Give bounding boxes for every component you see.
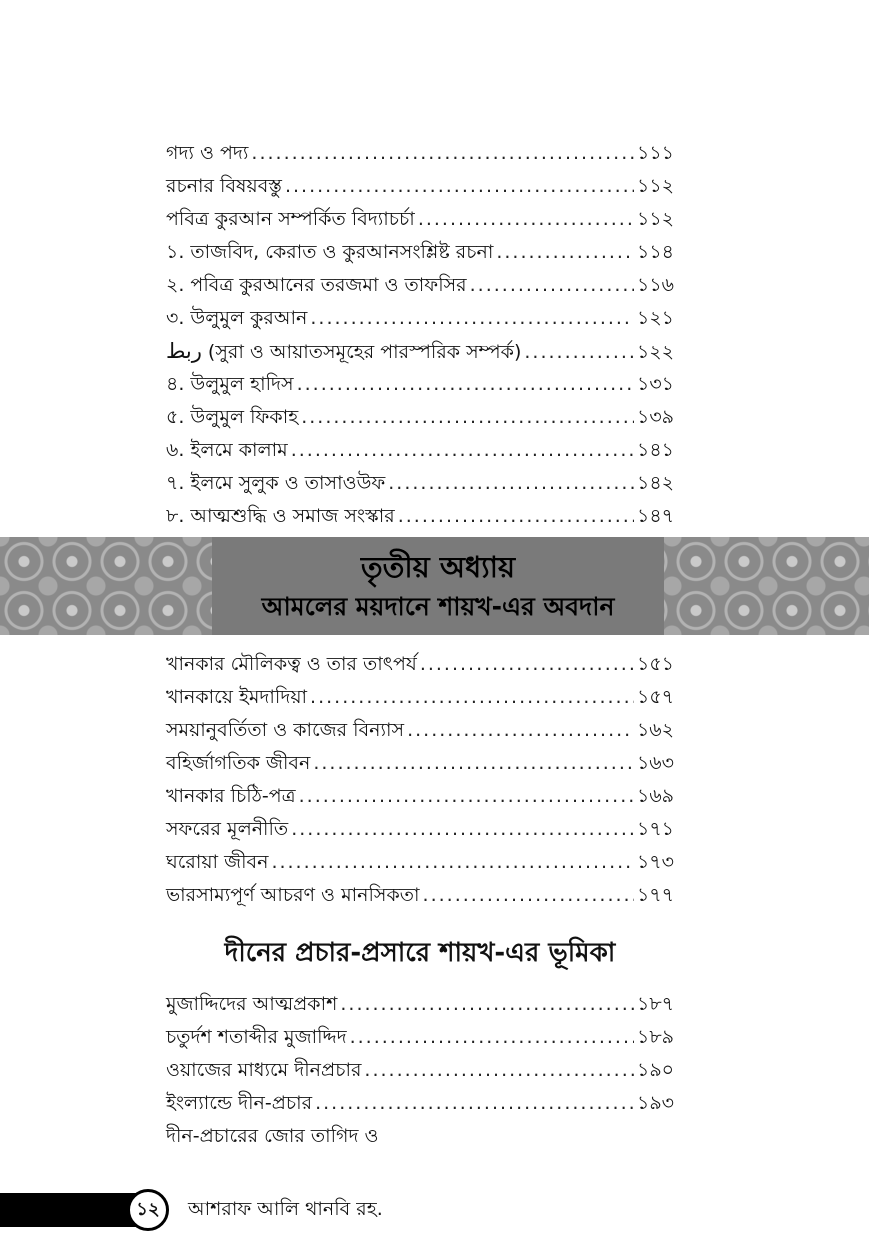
toc-entry-page: ১৯০ bbox=[636, 1059, 674, 1081]
toc-leader-dots bbox=[285, 170, 634, 203]
toc-list-top bbox=[166, 137, 674, 533]
toc-entry-page: ১৮৭ bbox=[636, 993, 674, 1015]
toc-leader-dots bbox=[310, 302, 634, 335]
toc-entry-page: ১৭৭ bbox=[636, 884, 674, 906]
toc-leader-dots bbox=[251, 137, 634, 170]
page-number-badge: ১২ bbox=[127, 1189, 169, 1231]
toc-entry-title: চতুর্দশ শতাব্দীর মুজাদ্দিদ bbox=[166, 1026, 347, 1048]
toc-entry bbox=[166, 434, 674, 467]
toc-entry bbox=[166, 1054, 674, 1087]
toc-entry bbox=[166, 1087, 674, 1120]
toc-leader-dots bbox=[418, 203, 634, 236]
toc-entry bbox=[166, 1120, 674, 1153]
toc-entry bbox=[166, 988, 674, 1021]
section-heading: দীনের প্রচার-প্রসারে শায়খ-এর ভূমিকা bbox=[224, 938, 616, 968]
toc-entry bbox=[166, 500, 674, 533]
toc-leader-dots bbox=[315, 1087, 634, 1120]
chapter-subtitle: আমলের ময়দানে শায়খ-এর অবদান bbox=[261, 592, 615, 621]
toc-entry-title: ভারসাম্যপূর্ণ আচরণ ও মানসিকতা bbox=[166, 884, 420, 906]
toc-entry-page: ১৪২ bbox=[636, 472, 674, 494]
toc-entry-title: ৭. ইলমে সুলুক ও তাসাওউফ bbox=[166, 472, 386, 494]
toc-entry bbox=[166, 714, 674, 747]
toc-entry bbox=[166, 335, 674, 368]
toc-entry-title: ৬. ইলমে কালাম bbox=[166, 439, 288, 461]
toc-entry-page: ১৫৭ bbox=[636, 686, 674, 708]
toc-entry-title: ওয়াজের মাধ্যমে দীনপ্রচার bbox=[166, 1059, 362, 1081]
footer-bar bbox=[0, 1193, 146, 1227]
toc-entry-page: ১৩৯ bbox=[636, 406, 674, 428]
toc-entry-title: খানকায়ে ইমদাদিয়া bbox=[166, 686, 308, 708]
toc-entry bbox=[166, 302, 674, 335]
toc-leader-dots bbox=[407, 714, 634, 747]
toc-entry bbox=[166, 681, 674, 714]
toc-entry-title: ৮. আত্মশুদ্ধি ও সমাজ সংস্কার bbox=[166, 505, 395, 527]
toc-entry-title: ৪. উলুমুল হাদিস bbox=[166, 373, 294, 395]
toc-entry-title: সফরের মূলনীতি bbox=[166, 818, 289, 840]
toc-entry-page: ১৫১ bbox=[637, 653, 674, 675]
toc-entry-title: মুজাদ্দিদের আত্মপ্রকাশ bbox=[166, 993, 338, 1015]
toc-entry bbox=[166, 236, 674, 269]
toc-leader-dots bbox=[340, 988, 634, 1021]
toc-leader-dots bbox=[350, 1021, 634, 1054]
toc-entry-title: রচনার বিষয়বস্তু bbox=[166, 175, 282, 197]
toc-entry-page: ১৮৯ bbox=[637, 1026, 674, 1048]
toc-entry-page: ১১৬ bbox=[636, 274, 674, 296]
toc-entry-title: বহির্জাগতিক জীবন bbox=[166, 752, 311, 774]
toc-entry-page: ১১৪ bbox=[637, 241, 674, 263]
toc-entry-title: পবিত্র কুরআন সম্পর্কিত বিদ্যাচর্চা bbox=[166, 208, 415, 230]
toc-entry-page: ১৬৯ bbox=[636, 785, 674, 807]
toc-entry-title: (সুরা ও আয়াতসমূহের পারস্পরিক সম্পর্ক) bbox=[207, 341, 522, 363]
toc-entry-page: ১৪৭ bbox=[636, 505, 674, 527]
toc-entry-page: ১২১ bbox=[636, 307, 674, 329]
toc-leader-dots bbox=[524, 336, 634, 369]
toc-leader-dots bbox=[388, 467, 634, 500]
toc-entry-page: ১৩১ bbox=[636, 373, 674, 395]
toc-leader-dots bbox=[301, 401, 634, 434]
toc-entry-title: ৩. উলুমুল কুরআন bbox=[166, 307, 308, 329]
toc-leader-dots bbox=[313, 747, 634, 780]
toc-entry bbox=[166, 401, 674, 434]
toc-entry bbox=[166, 269, 674, 302]
toc-entry-page: ১৯৩ bbox=[636, 1092, 674, 1114]
toc-entry bbox=[166, 170, 674, 203]
toc-leader-dots bbox=[271, 846, 634, 879]
toc-entry-arabic: ربط bbox=[166, 339, 202, 363]
toc-leader-dots bbox=[398, 500, 634, 533]
toc-entry bbox=[166, 879, 674, 912]
toc-entry bbox=[166, 747, 674, 780]
toc-entry bbox=[166, 467, 674, 500]
toc-leader-dots bbox=[364, 1054, 634, 1087]
running-title: আশরাফ আলি থানবি রহ. bbox=[188, 1198, 383, 1220]
toc-entry-page: ১৬৩ bbox=[636, 752, 674, 774]
chapter-banner bbox=[0, 537, 869, 635]
toc-leader-dots bbox=[423, 879, 634, 912]
toc-leader-dots bbox=[291, 813, 634, 846]
toc-entry-page: ১১১ bbox=[637, 142, 674, 164]
toc-list-bottom bbox=[166, 988, 674, 1153]
toc-entry-page: ১৭১ bbox=[636, 818, 674, 840]
toc-entry-title: খানকার মৌলিকত্ব ও তার তাৎপর্য bbox=[166, 653, 417, 675]
toc-entry bbox=[166, 846, 674, 879]
toc-leader-dots bbox=[297, 368, 634, 401]
toc-entry-title: ঘরোয়া জীবন bbox=[166, 851, 269, 873]
toc-entry-title: গদ্য ও পদ্য bbox=[166, 142, 249, 164]
toc-entry bbox=[166, 368, 674, 401]
toc-entry-page: ১১২ bbox=[636, 208, 674, 230]
toc-entry-title: ইংল্যান্ডে দীন-প্রচার bbox=[166, 1092, 313, 1114]
toc-entry-page: ১১২ bbox=[636, 175, 674, 197]
toc-entry-title: খানকার চিঠি-পত্র bbox=[166, 785, 296, 807]
toc-leader-dots bbox=[496, 236, 634, 269]
toc-entry-page: ১৪১ bbox=[637, 439, 674, 461]
toc-entry bbox=[166, 203, 674, 236]
toc-entry-page: ১২২ bbox=[636, 341, 674, 363]
toc-entry-page: ১৬২ bbox=[636, 719, 674, 741]
toc-leader-dots bbox=[299, 780, 634, 813]
toc-entry bbox=[166, 648, 674, 681]
toc-leader-dots bbox=[420, 648, 634, 681]
toc-leader-dots bbox=[310, 681, 634, 714]
toc-entry-title: ২. পবিত্র কুরআনের তরজমা ও তাফসির bbox=[166, 274, 467, 296]
toc-entry-title: ৫. উলুমুল ফিকাহ bbox=[166, 406, 299, 428]
toc-list-middle bbox=[166, 648, 674, 912]
toc-entry-title: সময়ানুবর্তিতা ও কাজের বিন্যাস bbox=[166, 719, 405, 741]
toc-entry-title: দীন-প্রচারের জোর তাগিদ ও bbox=[166, 1125, 379, 1147]
toc-entry bbox=[166, 137, 674, 170]
toc-entry bbox=[166, 780, 674, 813]
toc-entry-page: ১৭৩ bbox=[636, 851, 674, 873]
chapter-title: তৃতীয় অধ্যায় bbox=[360, 550, 516, 584]
toc-entry-title: ১. তাজবিদ, কেরাত ও কুরআনসংশ্লিষ্ট রচনা bbox=[166, 241, 494, 263]
toc-entry bbox=[166, 813, 674, 846]
toc-leader-dots bbox=[291, 434, 634, 467]
toc-entry bbox=[166, 1021, 674, 1054]
toc-leader-dots bbox=[470, 269, 634, 302]
